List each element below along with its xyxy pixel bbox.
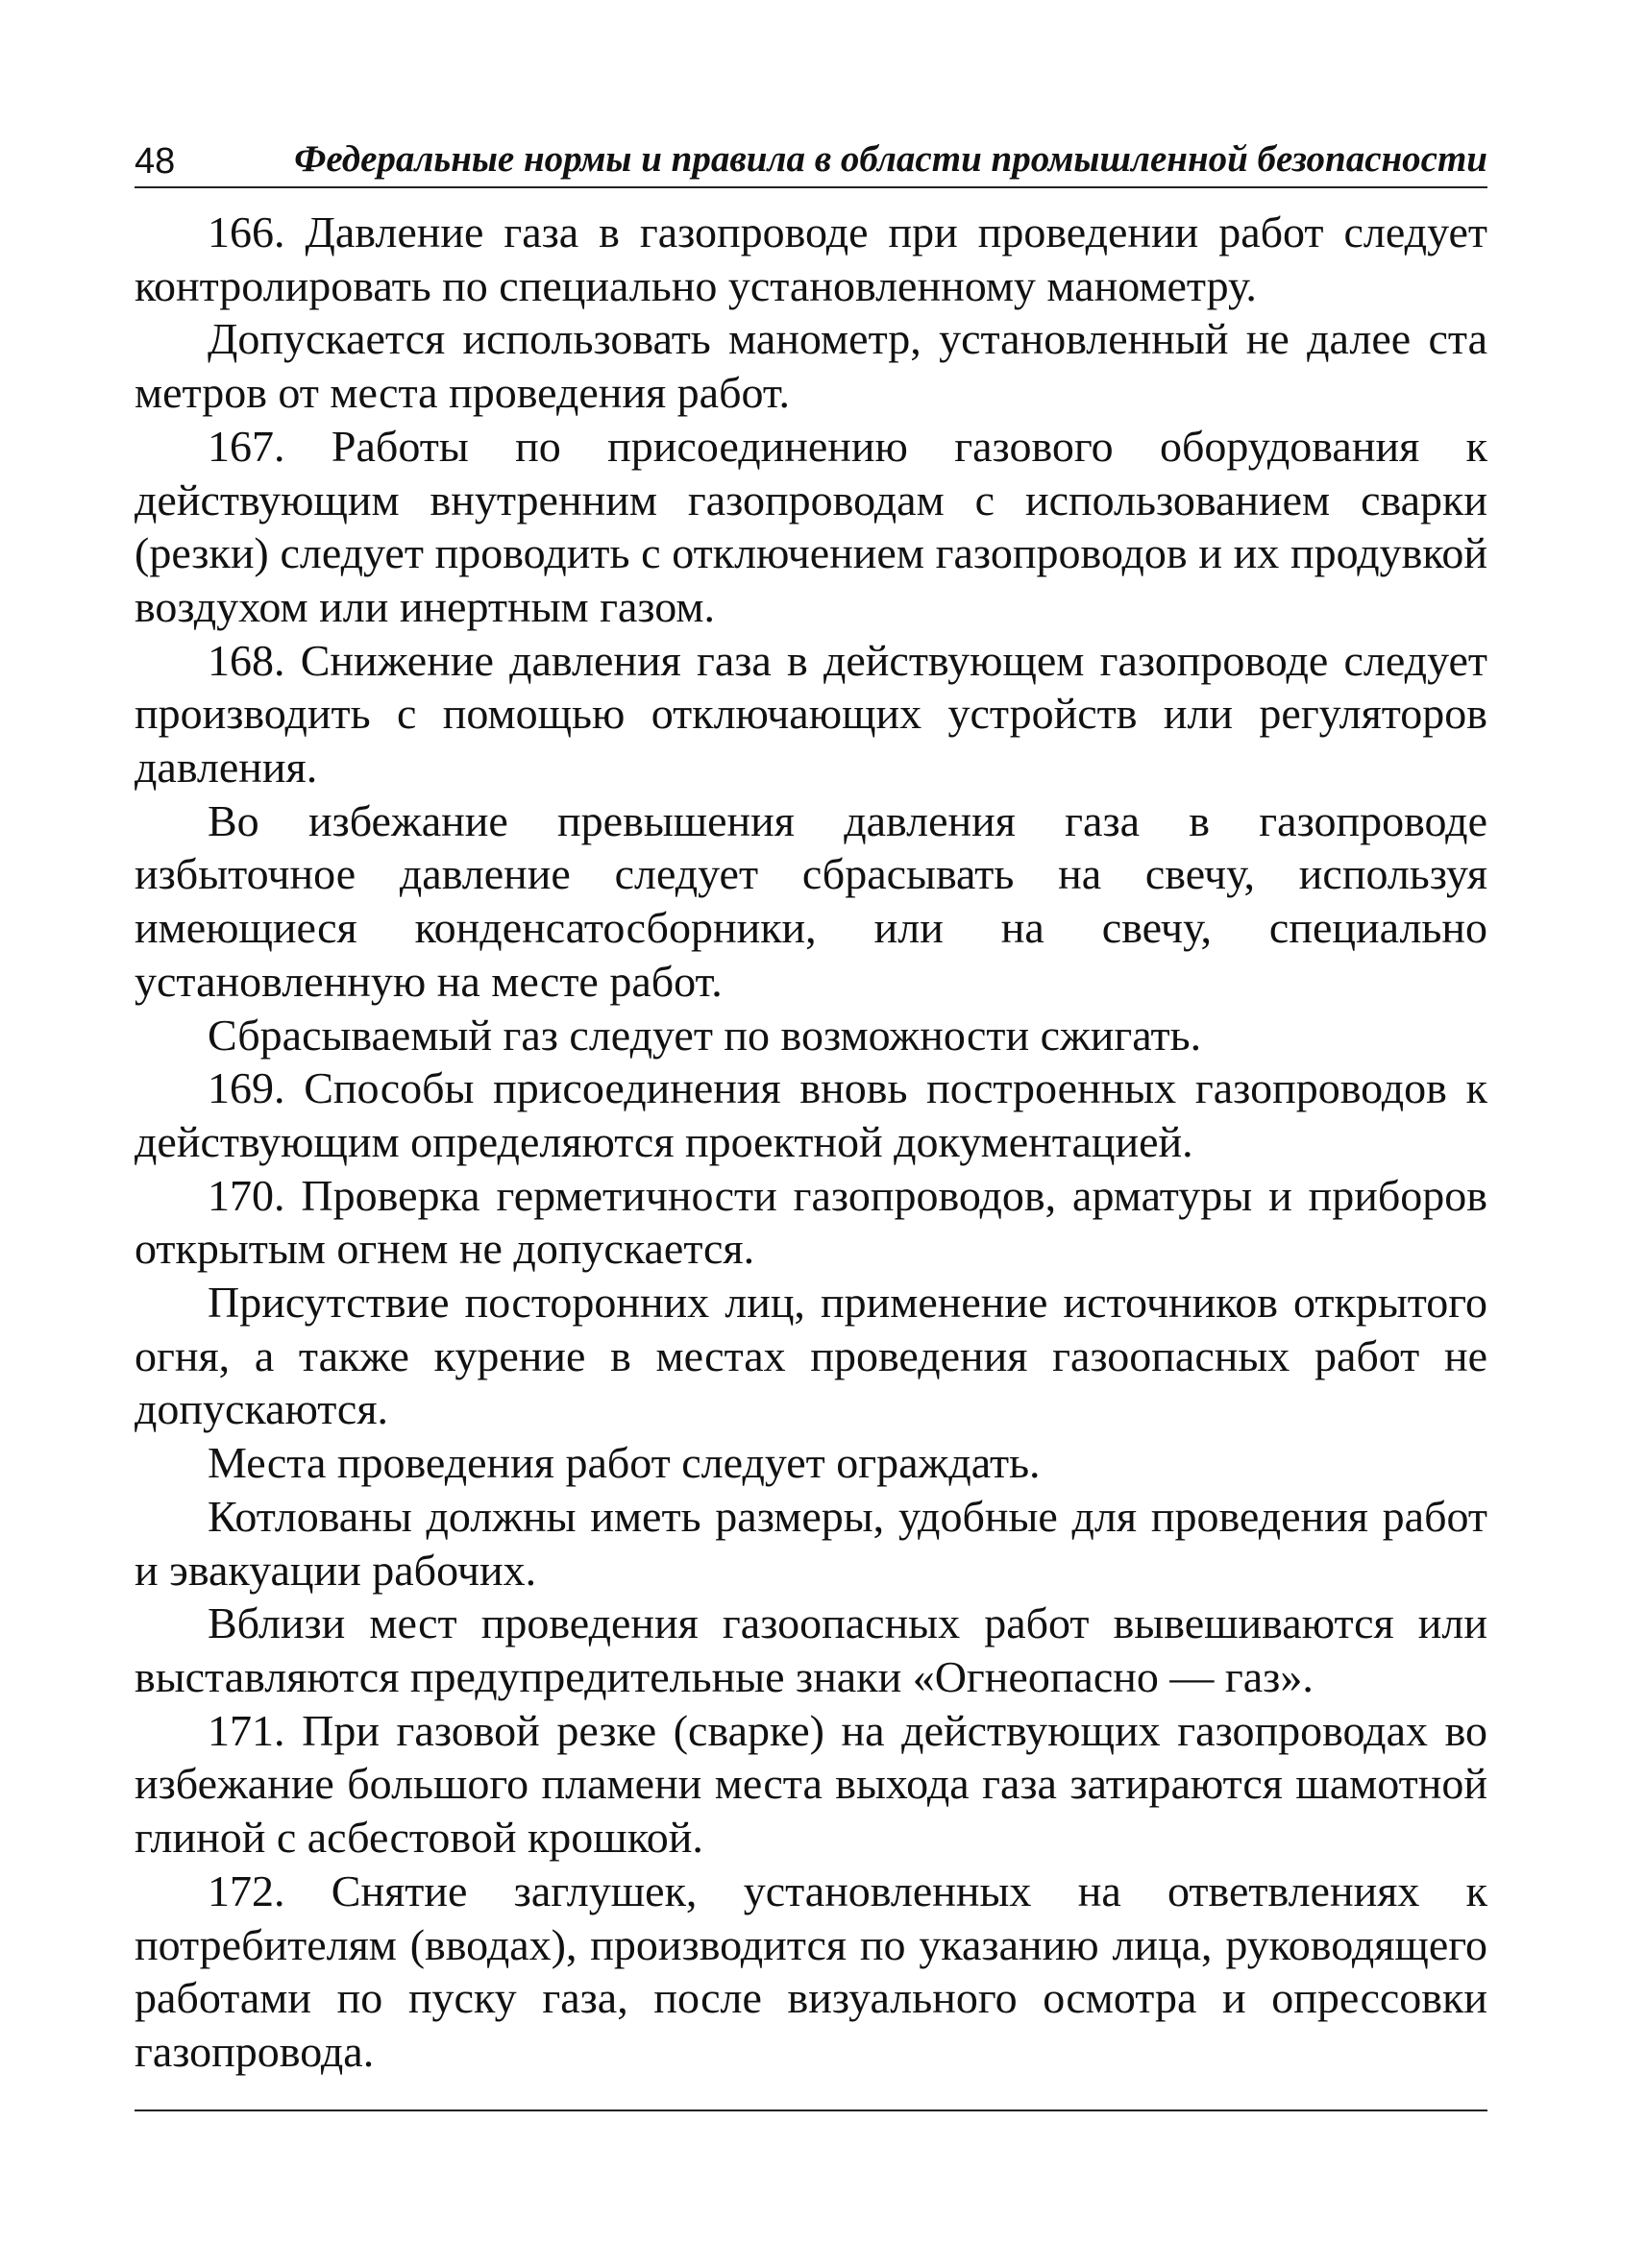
running-title: Федеральные нормы и правила в области промышленной безопасности	[294, 138, 1487, 180]
paragraph-170-signs: Вблизи мест проведения газоопасных работ вывешиваются или выставляются предупредительные знаки «Огнеопасно — газ».	[135, 1598, 1487, 1701]
paragraph-168-burn: Сбрасываемый газ следует по возможности сжигать.	[208, 1010, 1202, 1060]
paragraph-170-fence: Места проведения работ следует ограждать.	[208, 1438, 1041, 1488]
bottom-rule	[135, 2109, 1487, 2111]
paragraph-168-overpressure: Во избежание превышения давления газа в газопроводе избыточное давление следует сбрасывать на свечу, используя имеющиеся конденсатосборники, или на свечу, специально установленную на месте работ.	[135, 795, 1487, 1006]
paragraph-170-presence: Присутствие посторонних лиц, применение источников открытого огня, а также курение в местах проведения газоопасных работ не допускаются.	[135, 1278, 1487, 1434]
page-number: 48	[135, 141, 176, 182]
paragraph-167: 167. Работы по присоединению газового оборудования к действующим внутренним газопроводам с использованием сварки (резки) следует проводить с отключением газопроводов и их продувкой воздухом или инертным газом.	[135, 421, 1487, 631]
body-text	[135, 206, 1487, 2079]
paragraph-172: 172. Снятие заглушек, установленных на ответвлениях к потребителям (вводах), производится по указанию лица, руководящего работами по пуску газа, после визуального осмотра и опрессовки газопровода.	[135, 1866, 1487, 2076]
paragraph-170: 170. Проверка герметичности газопроводов, арматуры и приборов открытым огнем не допускается.	[135, 1170, 1487, 1274]
paragraph-166: 166. Давление газа в газопроводе при проведении работ следует контролировать по специально установленному манометру.	[135, 207, 1487, 310]
paragraph-166-note: Допускается использовать манометр, установленный не далее ста метров от места проведения работ.	[135, 314, 1487, 418]
paragraph-171: 171. При газовой резке (сварке) на действующих газопроводах во избежание большого пламени места выхода газа затираются шамотной глиной с асбестовой крошкой.	[135, 1705, 1487, 1863]
paragraph-169: 169. Способы присоединения вновь построенных газопроводов к действующим определяются проектной документацией.	[135, 1063, 1487, 1166]
paragraph-170-pits: Котлованы должны иметь размеры, удобные для проведения работ и эвакуации рабочих.	[135, 1491, 1487, 1595]
running-header	[135, 134, 1487, 188]
paragraph-168: 168. Снижение давления газа в действующем газопроводе следует производить с помощью отключающих устройств или регуляторов давления.	[135, 635, 1487, 793]
